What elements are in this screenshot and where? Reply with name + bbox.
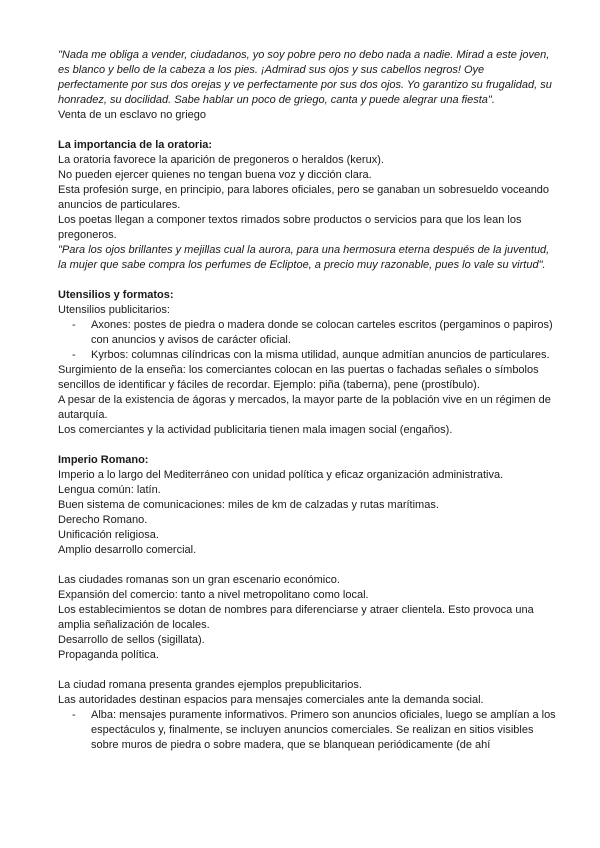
oratoria-line: Esta profesión surge, en principio, para labores oficiales, pero se ganaban un sobresueldo voceando anuncios de particulares. [58, 184, 550, 211]
imperio-line: Los establecimientos se dotan de nombres para diferenciarse y atraer clientela. Esto provoca una amplia señalización de locales. [58, 604, 534, 631]
bullet-dash: - [72, 349, 76, 361]
utensilios-bullet-list [58, 318, 556, 363]
imperio-line: Las ciudades romanas son un gran escenario económico. [58, 574, 340, 586]
imperio-line: Buen sistema de comunicaciones: miles de km de calzadas y rutas marítimas. [58, 499, 439, 511]
imperio-line: Propaganda política. [58, 649, 159, 661]
imperio-line: Las autoridades destinan espacios para mensajes comerciales ante la demanda social. [58, 694, 484, 706]
utensilios-heading: Utensilios y formatos: [58, 289, 174, 301]
oratoria-line: No pueden ejercer quienes no tengan buena voz y dicción clara. [58, 169, 372, 181]
oratoria-heading: La importancia de la oratoria: [58, 139, 213, 151]
slave-sale-caption: Venta de un esclavo no griego [58, 109, 207, 121]
document-page [58, 48, 556, 753]
bullet-item-axones [58, 318, 556, 348]
bullet-text: Kyrbos: columnas cilíndricas con la misma utilidad, aunque admitían anuncios de particulares. [91, 349, 550, 361]
imperio-line: Expansión del comercio: tanto a nivel metropolitano como local. [58, 589, 369, 601]
utensilios-intro: Utensilios publicitarios: [58, 304, 170, 316]
imperio-line: Lengua común: latín. [58, 484, 161, 496]
imperio-line: Desarrollo de sellos (sigillata). [58, 634, 205, 646]
bullet-dash: - [72, 319, 76, 331]
bullet-text: Axones: postes de piedra o madera donde se colocan carteles escritos (pergaminos o papiros) con anuncios y avisos de carácter oficial. [91, 319, 553, 346]
bullet-text: Alba: mensajes puramente informativos. Primero son anuncios oficiales, luego se amplían a los espectáculos y, finalmente, se incluyen anuncios comerciales. Se realizan en sitios visibles sobre muros de piedra o sobre madera, que se blanquean periódicamente (de ahí [91, 709, 556, 751]
perfume-ad-quote: "Para los ojos brillantes y mejillas cual la aurora, para una hermosura eterna después de la juventud, la mujer que sabe compra los perfumes de Ecliptoe, a precio muy razonable, pues lo vale su virtud". [58, 244, 550, 271]
bullet-dash: - [72, 709, 76, 721]
bullet-item-alba [58, 708, 556, 753]
utensilios-line: A pesar de la existencia de ágoras y mercados, la mayor parte de la población vive en un régimen de autarquía. [58, 394, 551, 421]
imperio-line: La ciudad romana presenta grandes ejemplos prepublicitarios. [58, 679, 362, 691]
imperio-line: Unificación religiosa. [58, 529, 159, 541]
oratoria-line: La oratoria favorece la aparición de pregoneros o heraldos (kerux). [58, 154, 384, 166]
imperio-line: Derecho Romano. [58, 514, 148, 526]
utensilios-line: Los comerciantes y la actividad publicitaria tienen mala imagen social (engaños). [58, 424, 453, 436]
imperio-bullet-list [58, 708, 556, 753]
imperio-heading: Imperio Romano: [58, 454, 149, 466]
utensilios-line: Surgimiento de la enseña: los comerciantes colocan en las puertas o fachadas señales o símbolos sencillos de identificar y fáciles de recordar. Ejemplo: piña (taberna), pene (prostíbulo). [58, 364, 539, 391]
imperio-line: Amplio desarrollo comercial. [58, 544, 197, 556]
bullet-item-kyrbos [58, 348, 556, 363]
oratoria-line: Los poetas llegan a componer textos rimados sobre productos o servicios para que los lean los pregoneros. [58, 214, 522, 241]
slave-sale-quote: "Nada me obliga a vender, ciudadanos, yo soy pobre pero no debo nada a nadie. Mirad a este joven, es blanco y bello de la cabeza a los pies. ¡Admirad sus ojos y sus cabellos negros! Oye perfectamente por sus dos orejas y ve perfectamente por sus dos ojos. Yo garantizo su frugalidad, su honradez, su docilidad. Sabe hablar un poco de griego, canta y puede alegrar una fiesta". [58, 49, 552, 106]
imperio-line: Imperio a lo largo del Mediterráneo con unidad política y eficaz organización administrativa. [58, 469, 504, 481]
